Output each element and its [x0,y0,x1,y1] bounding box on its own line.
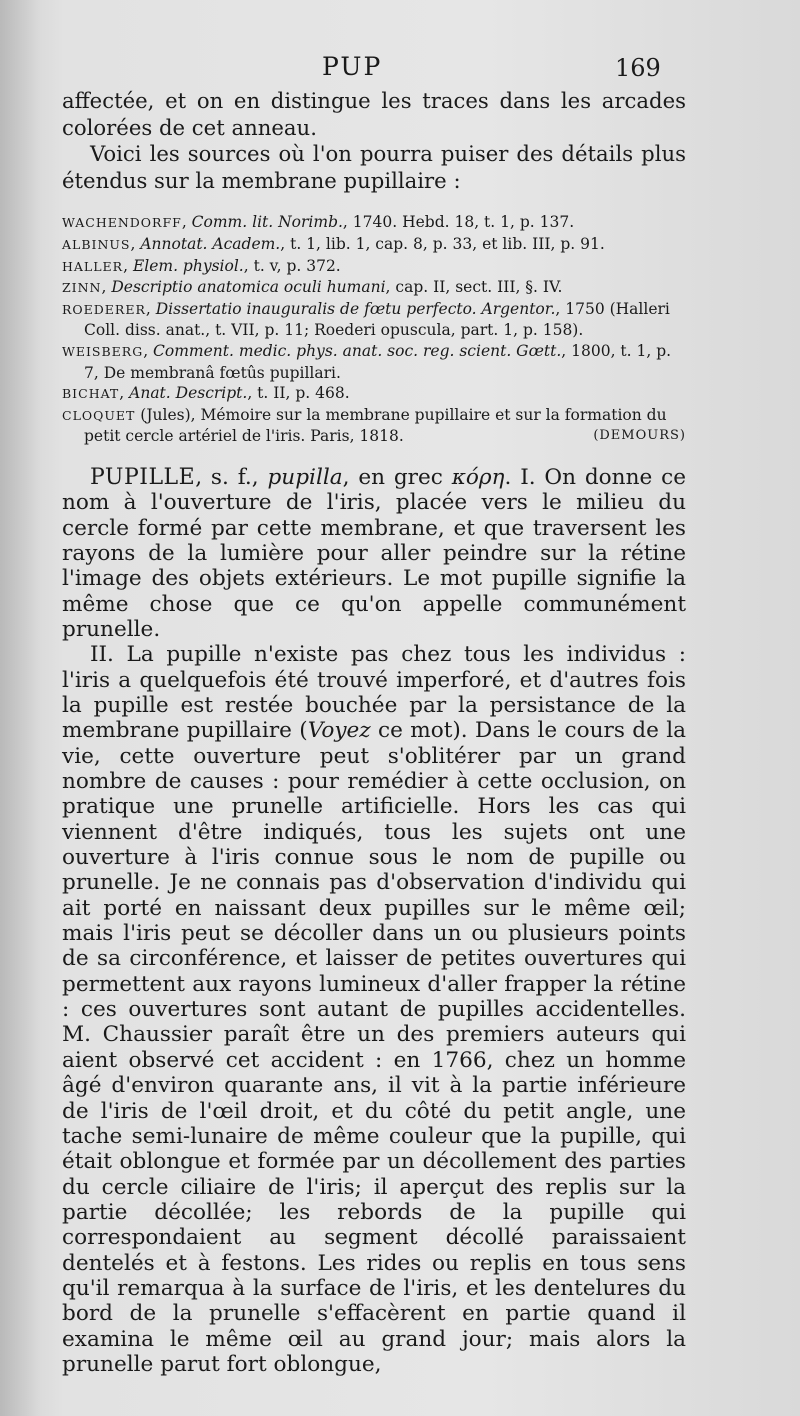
reference-item: ROEDERER, Dissertatio inauguralis de fœtu perfecto. Argentor., 1750 (Halleri Coll. diss. anat., t. VII, p. 11; Roederi opuscula, part. 1, p. 158). [62,299,670,340]
reference-details: , 1750 (Halleri Coll. diss. anat., t. VII, p. 11; Roederi opuscula, part. 1, p. 158). [84,299,670,340]
reference-item [62,405,686,447]
reference-work: Comment. medic. phys. anat. soc. reg. scient. Gœtt. [153,341,562,360]
reference-item: HALLER, Elem. physiol., t. v, p. 372. [62,256,341,275]
page-number: 169 [615,54,661,82]
reference-work: Anat. Descript. [129,384,248,403]
reference-details: (Jules), Mémoire sur la membrane pupillaire et sur la formation du petit cercle artériel de l'iris. Paris, 1818. [84,405,667,446]
reference-work: Annotat. Academ. [140,234,281,253]
entry-paragraph-1-text: . I. On donne ce nom à l'ouverture de l'iris, placée vers le milieu du cercle formé par cette membrane, et que traversent les rayons de la lumière pour aller peindre sur la rétine l'image des objets extérieurs. Le mot pupille signifie la même chose que ce qu'on appelle communément prunelle. [62,464,686,642]
entry-latin-term: pupilla [267,464,343,490]
author-signature: (DEMOURS) [593,428,686,444]
reference-details: , t. 1, lib. 1, cap. 8, p. 33, et lib. III, p. 91. [280,234,605,253]
reference-details: , cap. II, sect. III, §. IV. [385,278,563,297]
reference-author: WEISBERG [62,343,144,359]
reference-author: BICHAT [62,386,120,402]
running-head: PUP [322,52,383,81]
entry-cross-reference: Voyez [307,718,371,744]
reference-author: ROEDERER [62,301,146,317]
reference-details: , 1800, t. 1, p. 7, De membranâ fœtûs pupillari. [84,341,672,382]
intro-paragraph-2: Voici les sources où l'on pourra puiser des détails plus étendus sur la membrane pupillaire : [62,141,686,193]
reference-author: CLOQUET [62,407,136,423]
entry-greek-term: κόρη [451,464,505,490]
entry-greek-intro: , en grec [342,464,452,490]
page-header [0,52,800,88]
reference-details: , t. v, p. 372. [243,256,341,275]
reference-item: WEISBERG, Comment. medic. phys. anat. soc. reg. scient. Gœtt., 1800, t. 1, p. 7, De membranâ fœtûs pupillari. [62,341,672,382]
intro-paragraph-1: affectée, et on en distingue les traces dans les arcades colorées de cet anneau. [62,88,686,140]
entry-paragraph-2-start: II. La pupille n'existe pas chez tous les individus : l'iris a quelquefois été trouvé imperforé, et d'autres fois la pupille est restée bouchée par la persistance de la membrane pupillaire ( [62,642,686,744]
dictionary-entry [62,465,686,1377]
entry-grammar: , s. f., [195,464,268,490]
reference-author: ZINN [62,280,102,296]
reference-details: , t. II, p. 468. [247,384,350,403]
reference-details: , 1740. Hebd. 18, t. 1, p. 137. [342,213,575,232]
page-content [62,88,686,1377]
entry-paragraph-2 [62,642,686,1377]
reference-author: HALLER [62,258,124,274]
reference-list [62,212,686,447]
reference-author: ALBINUS [62,236,131,252]
entry-headword: PUPILLE [90,464,196,490]
reference-work: Dissertatio inauguralis de fœtu perfecto. Argentor. [155,299,556,318]
entry-paragraph-1 [62,465,686,642]
reference-item: ALBINUS, Annotat. Academ., t. 1, lib. 1, cap. 8, p. 33, et lib. III, p. 91. [62,234,605,253]
scan-gutter-shadow [0,0,40,1416]
reference-author: WACHENDORFF [62,215,182,231]
reference-work: Elem. physiol. [132,256,244,275]
reference-item: WACHENDORFF, Comm. lit. Norimb., 1740. Hebd. 18, t. 1, p. 137. [62,213,575,232]
reference-item: BICHAT, Anat. Descript., t. II, p. 468. [62,384,350,403]
reference-work: Descriptio anatomica oculi humani [111,278,386,297]
entry-paragraph-2-text: ce mot). Dans le cours de la vie, cette ouverture peut s'oblitérer par un grand nombre de causes : pour remédier à cette occlusion, on pratique une prunelle artificielle. Hors les cas qui viennent d'être indiqués, tous les sujets ont une ouverture à l'iris connue sous le nom de pupille ou prunelle. Je ne connais pas d'observation d'individu qui ait porté en naissant deux pupilles sur le même œil; mais l'iris peut se décoller dans un ou plusieurs points de sa circonférence, et laisser de petites ouvertures qui permettent aux rayons lumineux d'aller frapper la rétine : ces ouvertures sont autant de pupilles accidentelles. M. Chaussier paraît être un des premiers auteurs qui aient observé cet accident : en 1766, chez un homme âgé d'environ quarante ans, il vit à la partie inférieure de l'iris de l'œil droit, et du côté du petit angle, une tache semi-lunaire de même couleur que la pupille, qui était oblongue et formée par un décollement des parties du cercle ciliaire de l'iris; il aperçut des replis sur la partie décollée; les rebords de la pupille qui correspondaient au segment décollé paraissaient dentelés et à festons. Les rides ou replis en tous sens qu'il remarqua à la surface de l'iris, et les dentelures du bord de la prunelle s'effacèrent en partie quand il examina le même œil au grand jour; mais alors la prunelle parut fort oblongue, [62,718,687,1377]
reference-item: ZINN, Descriptio anatomica oculi humani, cap. II, sect. III, §. IV. [62,278,563,297]
reference-work: Comm. lit. Norimb. [191,213,343,232]
